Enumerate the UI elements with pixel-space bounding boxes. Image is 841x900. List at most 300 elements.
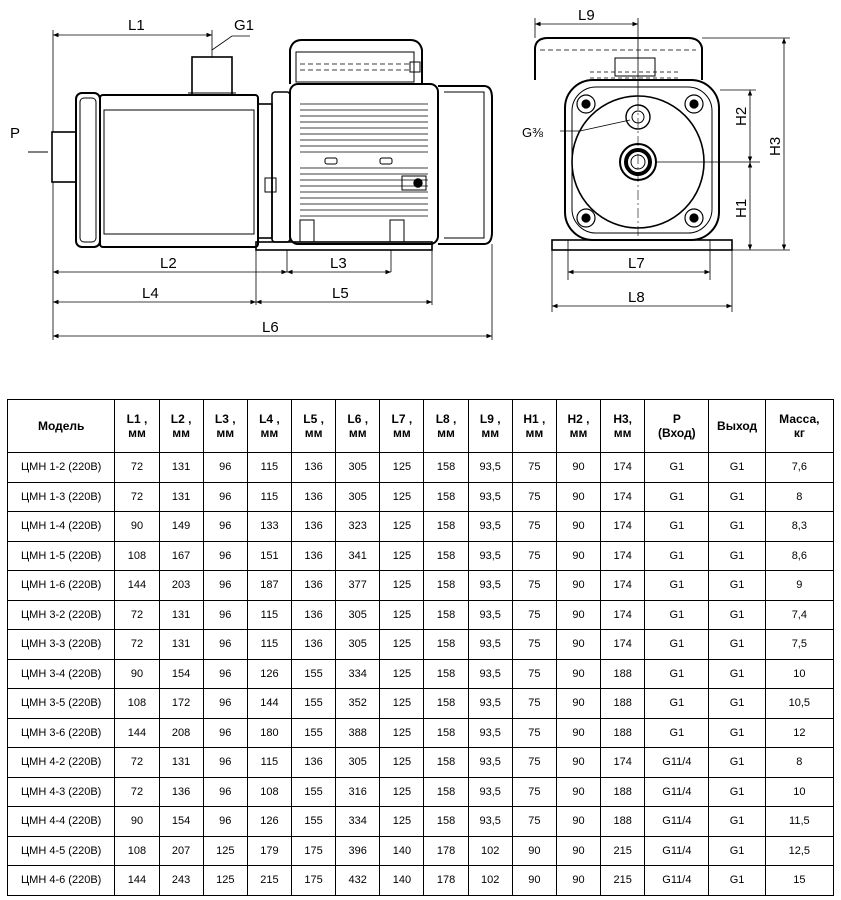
table-cell: 136 [159,777,203,807]
table-cell: 305 [336,453,380,483]
table-cell: 208 [159,718,203,748]
label-l5: L5 [332,285,349,302]
table-cell: 90 [512,836,556,866]
table-cell: 125 [203,836,247,866]
table-cell: 174 [601,541,645,571]
table-cell: 93,5 [468,482,512,512]
table-cell: 136 [292,748,336,778]
table-cell: 136 [292,600,336,630]
table-cell: G1 [709,630,765,660]
table-cell: 136 [292,571,336,601]
table-cell: 174 [601,512,645,542]
model-cell: ЦМН 1-5 (220В) [8,541,115,571]
table-row [8,600,834,630]
table-cell: 126 [247,807,291,837]
column-header-line2: мм [393,426,411,440]
table-cell: 125 [380,453,424,483]
table-cell: 115 [247,748,291,778]
table-cell: G1 [645,630,709,660]
table-cell: G1 [709,807,765,837]
table-cell: 75 [512,689,556,719]
model-cell: ЦМН 3-4 (220В) [8,659,115,689]
table-row [8,512,834,542]
table-cell: 96 [203,689,247,719]
table-cell: G1 [709,482,765,512]
table-cell: 115 [247,630,291,660]
table-cell: 125 [380,718,424,748]
table-cell: 72 [115,482,159,512]
table-cell: 167 [159,541,203,571]
table-cell: 90 [556,836,600,866]
column-header [115,400,159,453]
table-row [8,718,834,748]
label-g1: G1 [234,17,255,34]
table-cell: 188 [601,807,645,837]
table-cell: 93,5 [468,512,512,542]
model-cell: ЦМН 3-2 (220В) [8,600,115,630]
table-cell: G11/4 [645,807,709,837]
table-cell: 158 [424,541,468,571]
table-cell: 93,5 [468,718,512,748]
model-cell: ЦМН 1-4 (220В) [8,512,115,542]
table-cell: 90 [556,453,600,483]
table-cell: 131 [159,748,203,778]
table-cell: 334 [336,659,380,689]
table-cell: 207 [159,836,203,866]
table-cell: G1 [709,836,765,866]
table-cell: 90 [556,571,600,601]
table-cell: 75 [512,807,556,837]
table-cell: 90 [556,777,600,807]
label-l2: L2 [160,255,177,272]
column-header-line2: (Вход) [658,426,696,440]
label-l4: L4 [142,285,159,302]
table-cell: 90 [556,482,600,512]
table-cell: 188 [601,659,645,689]
model-cell: ЦМН 4-4 (220В) [8,807,115,837]
column-header [601,400,645,453]
table-row [8,630,834,660]
column-header-line2: кг [793,426,805,440]
table-cell: 323 [336,512,380,542]
table-cell: G1 [645,512,709,542]
model-cell: ЦМН 1-6 (220В) [8,571,115,601]
column-header-line2: мм [260,426,279,440]
table-cell: 108 [115,689,159,719]
column-header-line2: мм [172,426,190,440]
column-header [247,400,291,453]
table-cell: 72 [115,630,159,660]
table-cell: 75 [512,718,556,748]
table-row [8,836,834,866]
table-cell: 144 [115,718,159,748]
table-cell: 158 [424,630,468,660]
table-cell: 96 [203,541,247,571]
table-cell: 174 [601,482,645,512]
table-cell: 188 [601,777,645,807]
table-cell: 93,5 [468,541,512,571]
column-header [380,400,424,453]
column-header [424,400,468,453]
table-cell: 96 [203,807,247,837]
table-cell: G1 [645,541,709,571]
table-cell: 144 [247,689,291,719]
table-cell: 136 [292,541,336,571]
table-cell: 90 [556,718,600,748]
column-header-line1: H2 , [567,412,590,426]
table-cell: 125 [380,748,424,778]
table-cell: G1 [709,600,765,630]
table-cell: 144 [115,866,159,896]
table-cell: 180 [247,718,291,748]
table-cell: 155 [292,718,336,748]
table-cell: 158 [424,453,468,483]
table-cell: 125 [203,866,247,896]
table-cell: 96 [203,630,247,660]
table-cell: 131 [159,482,203,512]
table-cell: 131 [159,630,203,660]
table-cell: 96 [203,512,247,542]
table-cell: 155 [292,689,336,719]
table-cell: 90 [556,866,600,896]
table-cell: 90 [115,659,159,689]
table-cell: 377 [336,571,380,601]
table-cell: 7,4 [765,600,833,630]
table-cell: 305 [336,630,380,660]
table-header-row [8,400,834,453]
table-cell: 305 [336,600,380,630]
drawing-labels [10,7,784,336]
table-row [8,777,834,807]
table-cell: 12 [765,718,833,748]
table-cell: 388 [336,718,380,748]
table-cell: 115 [247,600,291,630]
table-cell: G1 [709,453,765,483]
table-cell: 75 [512,512,556,542]
table-cell: 72 [115,748,159,778]
table-row [8,571,834,601]
table-cell: 174 [601,748,645,778]
column-header-line2: мм [525,426,544,440]
column-header [512,400,556,453]
table-cell: 93,5 [468,807,512,837]
column-header-line2: мм [569,426,588,440]
table-cell: 136 [292,512,336,542]
table-cell: 90 [115,512,159,542]
model-cell: ЦМН 1-3 (220В) [8,482,115,512]
table-cell: 174 [601,630,645,660]
label-g38: G⅜ [522,125,543,140]
table-cell: 90 [556,748,600,778]
column-header [159,400,203,453]
table-cell: 90 [556,541,600,571]
table-row [8,807,834,837]
column-header-line1: Масса, [779,412,820,426]
label-h2: H2 [733,106,750,126]
table-cell: 158 [424,748,468,778]
table-cell: 96 [203,748,247,778]
table-row [8,541,834,571]
table-cell: 155 [292,777,336,807]
table-cell: 75 [512,571,556,601]
column-header [336,400,380,453]
table-cell: 126 [247,659,291,689]
table-cell: 102 [468,836,512,866]
table-cell: 305 [336,482,380,512]
label-l8: L8 [628,289,645,306]
column-header-line1: L8 , [435,412,457,426]
table-cell: G1 [645,600,709,630]
column-header-line1: P [672,412,681,426]
table-cell: 243 [159,866,203,896]
table-cell: 108 [247,777,291,807]
table-cell: 93,5 [468,571,512,601]
table-cell: 12,5 [765,836,833,866]
front-view [535,38,732,250]
table-cell: G11/4 [645,748,709,778]
model-cell: ЦМН 3-3 (220В) [8,630,115,660]
table-cell: 125 [380,482,424,512]
column-header [8,400,115,453]
table-cell: 136 [292,453,336,483]
table-cell: G1 [709,512,765,542]
table-cell: 9 [765,571,833,601]
table-cell: 90 [556,659,600,689]
table-cell: 215 [601,866,645,896]
table-cell: G1 [645,659,709,689]
table-cell: 178 [424,836,468,866]
model-cell: ЦМН 4-5 (220В) [8,836,115,866]
table-cell: 158 [424,718,468,748]
table-cell: 108 [115,836,159,866]
table-cell: 96 [203,718,247,748]
column-header-line1: L9 , [479,412,501,426]
table-cell: 125 [380,777,424,807]
table-cell: 93,5 [468,659,512,689]
column-header-line1: Модель [37,419,85,433]
table-cell: 154 [159,659,203,689]
table-cell: 172 [159,689,203,719]
table-row [8,748,834,778]
table-cell: G1 [709,866,765,896]
table-cell: 93,5 [468,748,512,778]
column-header-line1: L3 , [214,412,236,426]
table-cell: 125 [380,689,424,719]
table-cell: 115 [247,453,291,483]
table-cell: 7,6 [765,453,833,483]
table-cell: G1 [645,571,709,601]
table-cell: G1 [709,541,765,571]
table-cell: 93,5 [468,689,512,719]
table-cell: 72 [115,453,159,483]
table-cell: 174 [601,571,645,601]
column-header-line1: L4 , [259,412,280,426]
table-cell: 72 [115,777,159,807]
table-cell: 179 [247,836,291,866]
table-cell: 75 [512,777,556,807]
table-cell: 174 [601,453,645,483]
table-cell: G1 [709,718,765,748]
table-cell: 75 [512,453,556,483]
column-header-line1: L6 , [347,412,369,426]
table-cell: 178 [424,866,468,896]
table-cell: 158 [424,777,468,807]
table-cell: 75 [512,630,556,660]
table-row [8,659,834,689]
table-cell: 8,6 [765,541,833,571]
table-cell: 149 [159,512,203,542]
table-cell: 75 [512,659,556,689]
table-cell: G11/4 [645,836,709,866]
column-header [556,400,600,453]
table-cell: 144 [115,571,159,601]
table-cell: 125 [380,659,424,689]
table-cell: 316 [336,777,380,807]
table-cell: 396 [336,836,380,866]
table-row [8,866,834,896]
table-cell: 432 [336,866,380,896]
table-cell: 10 [765,659,833,689]
table-cell: 90 [556,600,600,630]
table-cell: 158 [424,571,468,601]
table-cell: 90 [556,630,600,660]
label-l9: L9 [578,7,595,24]
column-header [765,400,833,453]
column-header-line1: H3, [613,412,633,426]
table-cell: 158 [424,600,468,630]
column-header-line1: L1 , [126,412,148,426]
table-cell: 175 [292,866,336,896]
table-cell: 115 [247,482,291,512]
table-cell: 125 [380,630,424,660]
table-cell: 125 [380,807,424,837]
table-cell: G1 [709,659,765,689]
table-cell: 8 [765,482,833,512]
table-cell: 8,3 [765,512,833,542]
table-cell: 203 [159,571,203,601]
column-header [203,400,247,453]
column-header-line2: мм [304,426,323,440]
label-l3: L3 [330,255,347,272]
label-h3: H3 [767,136,784,156]
table-cell: G1 [709,689,765,719]
column-header-line2: мм [437,426,455,440]
column-header-line2: мм [348,426,367,440]
table-cell: 10,5 [765,689,833,719]
table-cell: 215 [247,866,291,896]
table-cell: 140 [380,866,424,896]
column-header [468,400,512,453]
table-row [8,689,834,719]
table-cell: 155 [292,659,336,689]
table-cell: 15 [765,866,833,896]
table-cell: 131 [159,600,203,630]
table-cell: 158 [424,689,468,719]
table-cell: 158 [424,807,468,837]
table-cell: 96 [203,453,247,483]
table-cell: 90 [115,807,159,837]
model-cell: ЦМН 1-2 (220В) [8,453,115,483]
table-cell: 75 [512,600,556,630]
table-cell: 174 [601,600,645,630]
column-header-line2: мм [481,426,500,440]
table-cell: 11,5 [765,807,833,837]
table-cell: 96 [203,482,247,512]
table-cell: 96 [203,659,247,689]
pump-dimension-drawing [0,0,841,360]
table-cell: 151 [247,541,291,571]
column-header-line1: H1 , [523,412,546,426]
column-header-line1: L2 , [170,412,192,426]
label-h1: H1 [733,198,750,218]
table-row [8,482,834,512]
model-cell: ЦМН 4-2 (220В) [8,748,115,778]
table-cell: 215 [601,836,645,866]
label-l1: L1 [128,17,145,34]
table-row [8,453,834,483]
column-header-line1: L7 , [391,412,413,426]
table-cell: 187 [247,571,291,601]
table-cell: 8 [765,748,833,778]
table-cell: 96 [203,777,247,807]
label-p: P [10,125,21,142]
table-cell: 7,5 [765,630,833,660]
label-l7: L7 [628,255,645,272]
table-cell: G1 [645,453,709,483]
table-cell: G1 [645,482,709,512]
table-cell: 93,5 [468,630,512,660]
table-cell: 155 [292,807,336,837]
table-cell: 125 [380,541,424,571]
table-cell: 93,5 [468,453,512,483]
table-cell: G1 [645,689,709,719]
model-cell: ЦМН 3-6 (220В) [8,718,115,748]
table-cell: 75 [512,748,556,778]
table-cell: 108 [115,541,159,571]
table-cell: G11/4 [645,777,709,807]
model-cell: ЦМН 3-5 (220В) [8,689,115,719]
table-cell: 93,5 [468,600,512,630]
table-cell: 93,5 [468,777,512,807]
table-cell: 131 [159,453,203,483]
column-header [292,400,336,453]
model-cell: ЦМН 4-3 (220В) [8,777,115,807]
table-cell: 140 [380,836,424,866]
table-cell: 188 [601,718,645,748]
table-cell: 90 [512,866,556,896]
table-cell: G1 [709,571,765,601]
table-cell: 72 [115,600,159,630]
table-cell: 175 [292,836,336,866]
table-cell: 90 [556,807,600,837]
table-cell: 136 [292,482,336,512]
table-cell: 158 [424,512,468,542]
table-cell: 133 [247,512,291,542]
table-cell: G1 [709,777,765,807]
table-cell: 125 [380,571,424,601]
column-header-line2: мм [128,426,146,440]
table-cell: 154 [159,807,203,837]
table-cell: G1 [645,718,709,748]
front-view-dimensions [535,18,790,312]
table-cell: G11/4 [645,866,709,896]
table-cell: 96 [203,600,247,630]
table-cell: 90 [556,689,600,719]
table-cell: 75 [512,482,556,512]
table-cell: 125 [380,512,424,542]
table-cell: 90 [556,512,600,542]
table-cell: 352 [336,689,380,719]
